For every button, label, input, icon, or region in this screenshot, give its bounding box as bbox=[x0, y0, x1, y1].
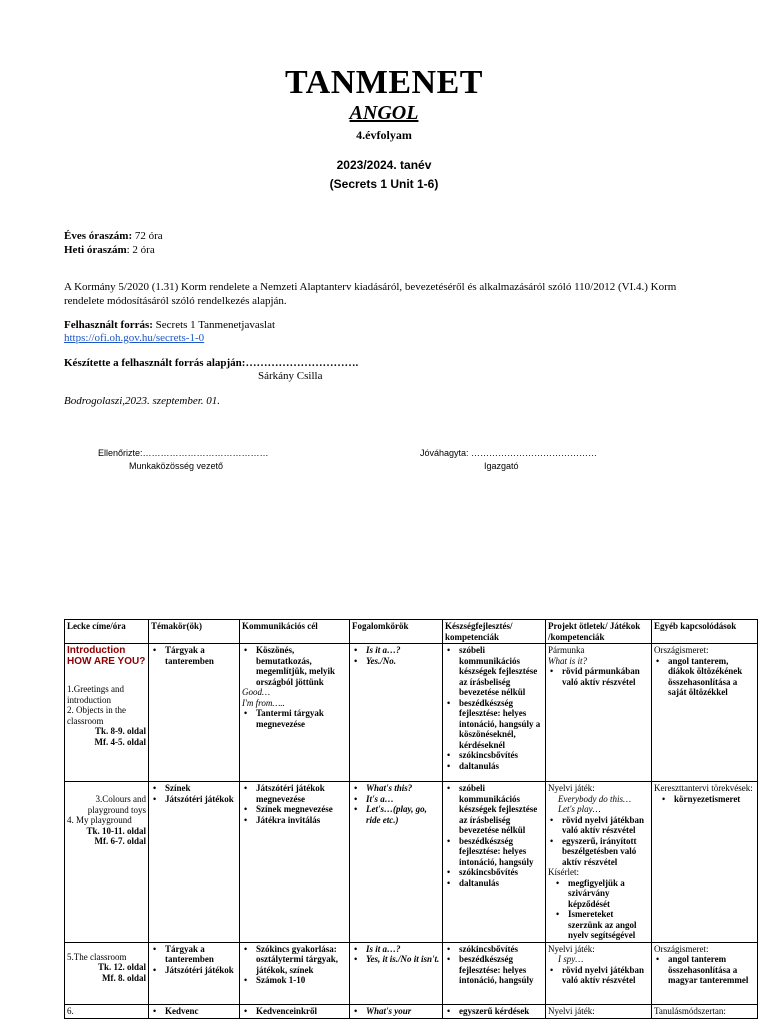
source-label: Felhasznált forrás: bbox=[64, 319, 153, 331]
concepts-cell bbox=[350, 644, 443, 782]
column-header: Kommunikációs cél bbox=[240, 620, 350, 644]
list-item: • It's a… bbox=[366, 794, 440, 805]
lesson-item: 2. Objects in the classroom bbox=[67, 705, 126, 726]
workbook-pages: Mf. 4-5. oldal bbox=[94, 736, 146, 747]
list-item: • beszédkészség fejlesztése: helyes intonáció, hangsúly bbox=[459, 836, 543, 868]
list-item: • rövid nyelvi játékban való aktív részvétel bbox=[562, 815, 649, 836]
table-row bbox=[65, 782, 758, 943]
lesson-item: 4. My playground bbox=[67, 815, 132, 825]
list-item: • Játszótéri játékok bbox=[165, 794, 237, 805]
skills-cell bbox=[443, 1004, 546, 1018]
lesson-title: Introduction HOW ARE YOU? bbox=[67, 645, 146, 667]
projects-example: Let's play… bbox=[558, 804, 601, 814]
list-item: • Kedvenc bbox=[165, 1006, 237, 1017]
textbook-pages: Tk. 12. oldal bbox=[97, 962, 146, 972]
document-title: TANMENET bbox=[285, 64, 483, 101]
list-item: • rövid pármunkában való aktív részvétel bbox=[562, 666, 649, 687]
workbook-pages: Mf. 6-7. oldal bbox=[94, 836, 146, 846]
table-row bbox=[65, 1004, 758, 1018]
list-item: • Tárgyak a tanteremben bbox=[165, 645, 237, 666]
list-item: • szókincsbővítés bbox=[459, 867, 543, 878]
communication-cell bbox=[240, 644, 350, 782]
list-item: • Tantermi tárgyak megnevezése bbox=[256, 708, 347, 729]
projects-example: Everybody do this… bbox=[558, 793, 631, 804]
other-cell bbox=[652, 644, 758, 782]
list-item: • Is it a…? bbox=[366, 645, 440, 656]
projects-cell bbox=[546, 644, 652, 782]
subject-title: ANGOL bbox=[349, 102, 419, 124]
concepts-cell bbox=[350, 782, 443, 943]
approved-by-role: Igazgató bbox=[484, 461, 519, 471]
other-lead: Országismeret: bbox=[654, 943, 709, 954]
skills-cell bbox=[443, 782, 546, 943]
lesson-cell: 6. bbox=[65, 1004, 149, 1018]
list-item: • rövid nyelvi játékban való aktív részvétel bbox=[562, 965, 649, 986]
list-item: • Színek bbox=[165, 783, 237, 794]
skills-cell bbox=[443, 644, 546, 782]
skills-cell bbox=[443, 942, 546, 1004]
weekly-hours bbox=[64, 243, 155, 257]
school-year: 2023/2024. tanév bbox=[336, 158, 432, 172]
weekly-hours-value: : 2 óra bbox=[126, 244, 155, 256]
regulation-paragraph: A Kormány 5/2020 (1.31) Korm rendelete a Nemzeti Alaptanterv kiadásáról, bevezetéséről és alkalmazásáról szóló 110/2012 (VI.4.) Korm rendelete módosításáról szóló rendelkezés alapján. bbox=[64, 281, 677, 307]
list-item: • szóbeli kommunikációs készségek fejlesztése az írásbeliség bevezetése nélkül bbox=[459, 783, 543, 836]
list-item: • Yes, it is./No it isn't. bbox=[366, 954, 440, 965]
projects-lead: Kísérlet: bbox=[548, 867, 579, 877]
lesson-cell bbox=[65, 942, 149, 1004]
workbook-pages: Mf. 8. oldal bbox=[102, 972, 146, 983]
other-lead: Kereszttantervi törekvések: bbox=[654, 783, 753, 793]
communication-cell bbox=[240, 1004, 350, 1018]
place-date: Bodrogolaszi,2023. szeptember. 01. bbox=[64, 395, 221, 407]
list-item: • Játszótéri játékok bbox=[165, 965, 237, 976]
author-label: Készítette a felhasznált forrás alapján:…………………………. bbox=[64, 357, 359, 369]
source-link[interactable]: https://ofi.oh.gov.hu/secrets-1-0 bbox=[64, 332, 205, 344]
concepts-cell bbox=[350, 942, 443, 1004]
textbook-pages: Tk. 10-11. oldal bbox=[86, 825, 146, 836]
list-item: • szókincsbővítés bbox=[459, 944, 543, 955]
lesson-cell bbox=[65, 782, 149, 943]
projects-lead: Nyelvi játék: bbox=[548, 943, 595, 954]
author-name: Sárkány Csilla bbox=[258, 370, 323, 382]
communication-cell bbox=[240, 942, 350, 1004]
topics-cell bbox=[149, 644, 240, 782]
lesson-item: 5.The classroom bbox=[67, 951, 127, 962]
list-item: • egyszerű kérdések bbox=[459, 1006, 543, 1017]
lesson-cell bbox=[65, 644, 149, 782]
list-item: • Szókincs gyakorlása: osztálytermi tárgyak, játékok, színek bbox=[256, 944, 347, 976]
list-item: • What's this? bbox=[366, 783, 440, 794]
column-header: Projekt ötletek/ Játékok /kompetenciák bbox=[546, 620, 652, 644]
approved-by-line: Jóváhagyta: …………………………………… bbox=[420, 448, 598, 458]
lesson-item: 3.Colours and playground toys bbox=[87, 794, 146, 815]
annual-hours-value: 72 óra bbox=[134, 230, 163, 242]
column-header: Témakör(ök) bbox=[149, 620, 240, 644]
list-item: • Tárgyak a tanteremben bbox=[165, 944, 237, 965]
column-header: Lecke címe/óra bbox=[65, 620, 149, 644]
list-item: • szóbeli kommunikációs készségek fejlesztése az írásbeliség bevezetése nélkül bbox=[459, 645, 543, 698]
list-item: • egyszerű, irányított beszélgetésben való aktív részvétel bbox=[562, 836, 649, 868]
other-cell bbox=[652, 782, 758, 943]
checked-by-role: Munkaközösség vezető bbox=[129, 461, 224, 471]
textbook-pages: Tk. 8-9. oldal bbox=[94, 726, 146, 736]
list-item: Good… bbox=[242, 687, 271, 697]
list-item: • Játszótéri játékok megnevezése bbox=[256, 783, 347, 804]
list-item: • Színek megnevezése bbox=[256, 804, 347, 815]
checked-by-line: Ellenőrizte:…………………………………… bbox=[98, 448, 269, 458]
concepts-cell bbox=[350, 1004, 443, 1018]
list-item: • szókincsbővítés bbox=[459, 750, 543, 761]
list-item: • daltanulás bbox=[459, 878, 543, 889]
projects-example: What is it? bbox=[548, 655, 588, 666]
projects-lead: Pármunka bbox=[548, 645, 585, 655]
topics-cell bbox=[149, 1004, 240, 1018]
list-item: I'm from….. bbox=[242, 697, 285, 708]
topics-cell bbox=[149, 782, 240, 943]
source-value: Secrets 1 Tanmenetjavaslat bbox=[155, 319, 276, 331]
list-item: • beszédkészség fejlesztése: helyes intonáció, hangsúly a köszönéseknél, kérdéseknél bbox=[459, 698, 543, 751]
list-item: • Yes./No. bbox=[366, 656, 440, 667]
list-item: • beszédkészség fejlesztése: helyes intonáció, hangsúly bbox=[459, 954, 543, 986]
projects-example: I spy… bbox=[558, 954, 584, 964]
list-item: • Ismereteket szerzünk az angol nyelv segítségével bbox=[568, 909, 649, 941]
list-item: • Játékra invitálás bbox=[256, 815, 347, 826]
column-header: Fogalomkörök bbox=[350, 620, 443, 644]
projects-cell bbox=[546, 942, 652, 1004]
communication-cell bbox=[240, 782, 350, 943]
list-item: • megfigyeljük a szivárvány képződését bbox=[568, 878, 649, 910]
table-header-row bbox=[65, 620, 758, 644]
topics-cell bbox=[149, 942, 240, 1004]
projects-cell: Nyelvi játék: bbox=[546, 1004, 652, 1018]
list-item: • daltanulás bbox=[459, 761, 543, 772]
annual-hours bbox=[64, 229, 163, 243]
column-header: Készségfejlesztés/ kompetenciák bbox=[443, 620, 546, 644]
other-lead: Országismeret: bbox=[654, 645, 709, 655]
projects-cell bbox=[546, 782, 652, 943]
list-item: • angol tanterem, diákok öltözékének összehasonlítása a saját öltözékkel bbox=[668, 656, 755, 698]
list-item: • környezetismeret bbox=[674, 794, 755, 805]
list-item: • Let's…(play, go, ride etc.) bbox=[366, 804, 440, 825]
table-row bbox=[65, 644, 758, 782]
list-item: • Is it a…? bbox=[366, 944, 440, 955]
list-item: • Kedvenceinkről bbox=[256, 1006, 347, 1017]
weekly-hours-label: Heti óraszám bbox=[64, 244, 127, 256]
annual-hours-label: Éves óraszám: bbox=[64, 230, 133, 242]
book-range: (Secrets 1 Unit 1-6) bbox=[329, 177, 439, 191]
column-header: Egyéb kapcsolódások bbox=[652, 620, 758, 644]
table-row bbox=[65, 942, 758, 1004]
source-line bbox=[64, 318, 275, 332]
lesson-plan-table bbox=[64, 619, 758, 1019]
other-cell: Tanulásmódszertan: bbox=[652, 1004, 758, 1018]
lesson-item: 1.Greetings and introduction bbox=[67, 684, 124, 705]
projects-lead: Nyelvi játék: bbox=[548, 783, 595, 793]
list-item: • Számok 1-10 bbox=[256, 975, 347, 986]
list-item: • angol tanterem összehasonlítása a magyar tanteremmel bbox=[668, 954, 755, 986]
list-item: • What's your bbox=[366, 1006, 440, 1017]
other-cell bbox=[652, 942, 758, 1004]
grade-label: 4.évfolyam bbox=[356, 128, 412, 142]
list-item: • Köszönés, bemutatkozás, megemlítjük, melyik országból jöttünk bbox=[256, 645, 347, 687]
